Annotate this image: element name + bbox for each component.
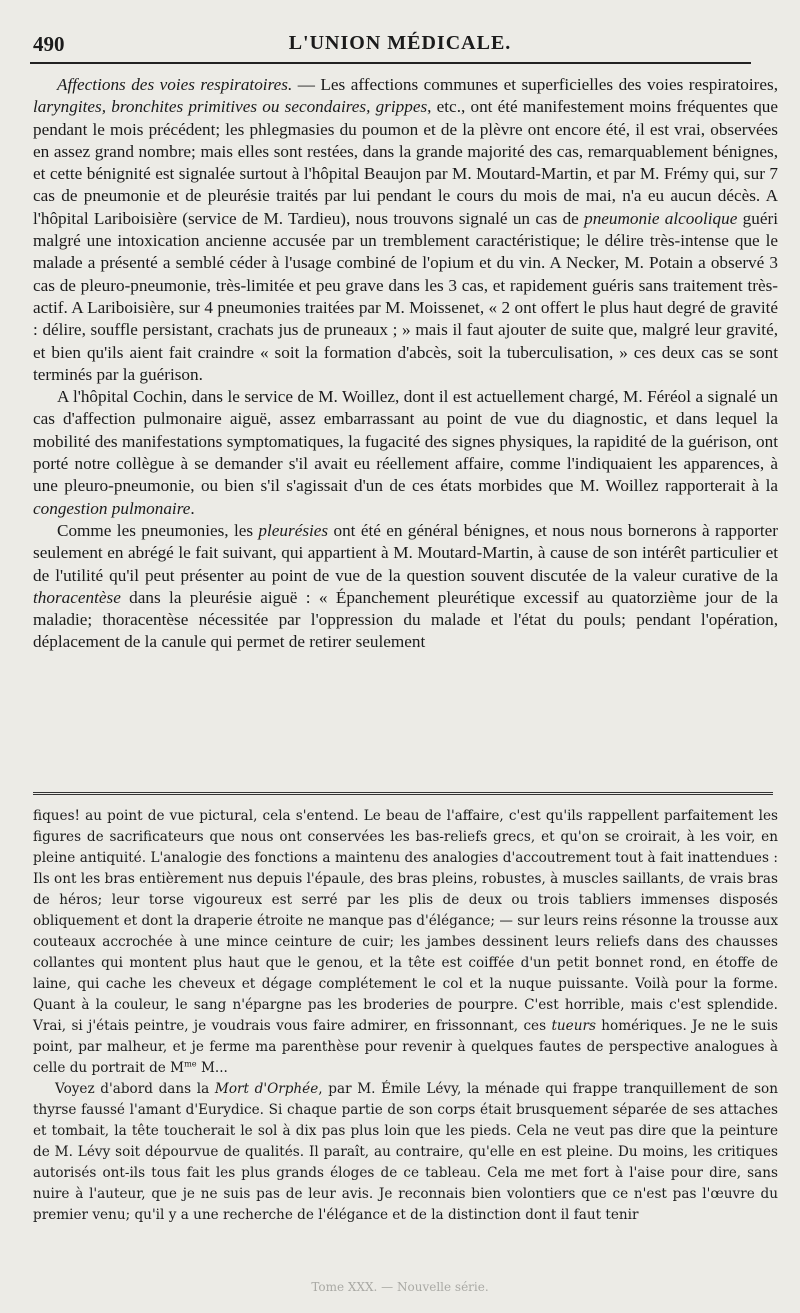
text-run: Comme les pneumonies, les	[57, 520, 259, 540]
text-run: A l'hôpital Cochin, dans le service de M. Woillez, dont il est actuellement chargé, M. Féréol a signalé un cas d'affection pulmonaire aiguë, assez embarrassant au point de vue du diagnostic, et dans lequel la mobilité des manifestations symptomatiques, la fugacité des signes physiques, la rapidité de la guérison, ont porté notre collègue à se demander s'il avait eu réellement affaire, comme l'indiquaient les apparences, à une pleuro-pneumonie, ou bien s'il s'agissait d'un de ces états morbides que M. Woillez rapporterait à la	[33, 387, 778, 496]
italic-run: thoracentèse	[33, 587, 121, 607]
text-run: , par M. Émile Lévy, la ménade qui frappe tranquillement de son thyrse faussé l'amant d'Eurydice. Si chaque partie de son corps était brusquement séparée de ses attaches et tombait, la tête toucherait le sol à dix pas plus loin que les pieds. Cela ne veut pas dire que la peinture de M. Lévy soit dépourvue de qualités. Il paraît, au contraire, qu'elle en est pleine. Du moins, les critiques autorisés ont-ils tous fait les plus grands éloges de ce tableau. Cela me met fort à l'aise pour dire, sans nuire à l'auteur, que je ne suis pas de leur avis. Je reconnais bien volontiers que ce n'est pas l'œuvre du premier venu; qu'il y a une recherche de l'élégance et de la distinction dont il faut tenir	[33, 1081, 778, 1223]
text-run: — Les affections communes et superficielles des voies respiratoires,	[292, 75, 778, 94]
text-run: Voyez d'abord dans la	[55, 1081, 215, 1097]
page-header	[30, 28, 770, 56]
paragraph-cochin	[33, 386, 778, 520]
header-rule	[30, 62, 751, 64]
feuilleton-paragraph-orphee	[33, 1079, 778, 1226]
italic-run: pneumonie alcoolique	[584, 208, 738, 228]
feuilleton-column	[33, 806, 778, 1226]
bleed-through-text: Tome XXX. — Nouvelle série.	[311, 1280, 489, 1294]
main-article	[33, 74, 778, 654]
feuilleton-separator	[33, 792, 773, 795]
text-run: guéri malgré une intoxication ancienne accusée par un tremblement caractéristique; le délire très-intense que le malade a présenté a semblé céder à l'usage combiné de l'opium et du vin. A Necker, M. Potain a observé 3 cas de pleuro-pneumonie, très-limitée et peu grave dans les 3 cas, et rapidement guéris sans traitement très-actif. A Lariboisière, sur 4 pneumonies traitées par M. Moissenet, « 2 ont offert le plus haut degré de gravité : délire, souffle persistant, crachats jus de pruneaux ; » mais il faut ajouter de suite que, malgré leur gravité, et bien qu'ils aient fait craindre « soit la formation d'abcès, soit la tuberculisation, » ces deux cas se sont terminés par la guérison.	[33, 208, 778, 384]
section-title: Affections des voies respiratoires.	[57, 75, 293, 94]
text-run: dans la pleurésie aiguë : « Épanchement pleurétique excessif au quatorzième jour de la maladie; thoracentèse nécessitée par l'oppression du malade et l'état du pouls; pendant l'opération, déplacement de la canule qui permet de retirer seulement	[33, 587, 778, 652]
italic-run: tueurs	[551, 1018, 596, 1034]
page-number: 490	[33, 32, 65, 56]
paragraph-respiratory-affections	[33, 74, 778, 386]
text-run: , etc., ont été manifestement moins fréquentes que pendant le mois précédent; les phlegmasies du poumon et de la plèvre ont encore été, il est vrai, observées en assez grand nombre; mais elles sont restées, dans la grande majorité des cas, remarquablement bénignes, et cette bénignité est signalée surtout à l'hôpital Beaujon par M. Moutard-Martin, et par M. Frémy qui, sur 7 cas de pneumonie et de pleurésie traités par lui pendant le cours du mois de mai, n'a eu aucun décès. A l'hôpital Lariboisière (service de M. Tardieu), nous trouvons signalé un cas de	[33, 97, 779, 228]
text-run: M...	[196, 1060, 228, 1076]
feuilleton-paragraph-butchers	[33, 806, 778, 1079]
text-run: homériques. Je ne le suis point, par malheur, et je ferme ma parenthèse pour revenir à quelques fautes de perspective analogues à celle du portrait de M	[33, 1018, 778, 1076]
italic-run: pleurésies	[258, 520, 329, 540]
italic-run: laryngites, bronchites primitives ou secondaires, grippes	[33, 97, 428, 117]
italic-run: congestion pulmonaire	[33, 498, 191, 518]
text-run: .	[190, 498, 195, 518]
paragraph-pleurisies	[33, 520, 778, 654]
text-run: fiques! au point de vue pictural, cela s'entend. Le beau de l'affaire, c'est qu'ils rappellent parfaitement les figures de sacrificateurs que nous ont conservées les bas-reliefs grecs, et qu'on se croirait, à les voir, en pleine antiquité. L'analogie des fonctions a maintenu des analogies d'accoutrement tout à fait inattendues : Ils ont les bras entièrement nus depuis l'épaule, des bras pleins, robustes, à muscles saillants, de vrais bras de héros; leur torse vigoureux est serré par les plis de deux ou trois tabliers immenses disposés obliquement et dont la draperie étroite ne manque pas d'élégance; — sur leurs reins résonne la trousse aux couteaux accrochée à une mince ceinture de cuir; les jambes dessinent leurs reliefs dans des chausses collantes qui montent plus haut que le genou, et la tête est coiffée d'un petit bonnet rond, en étoffe de laine, qui cache les cheveux et dégage complétement le col et la nuque puissante. Voilà pour la forme. Quant à la couleur, le sang n'épargne pas les broderies de pourpre. C'est horrible, mais c'est splendide. Vrai, si j'étais peintre, je voudrais vous faire admirer, en frissonnant, ces	[33, 808, 778, 1034]
italic-run: Mort d'Orphée	[214, 1081, 319, 1097]
superscript: me	[184, 1058, 197, 1069]
running-head: L'UNION MÉDICALE.	[288, 32, 512, 54]
text-run: ont été en général bénignes, et nous nous bornerons à rapporter seulement en abrégé le fait suivant, qui appartient à M. Moutard-Martin, à cause de son intérêt particulier et de l'utilité qu'il peut présenter au point de vue de la question souvent discutée de la valeur curative de la	[33, 520, 778, 585]
